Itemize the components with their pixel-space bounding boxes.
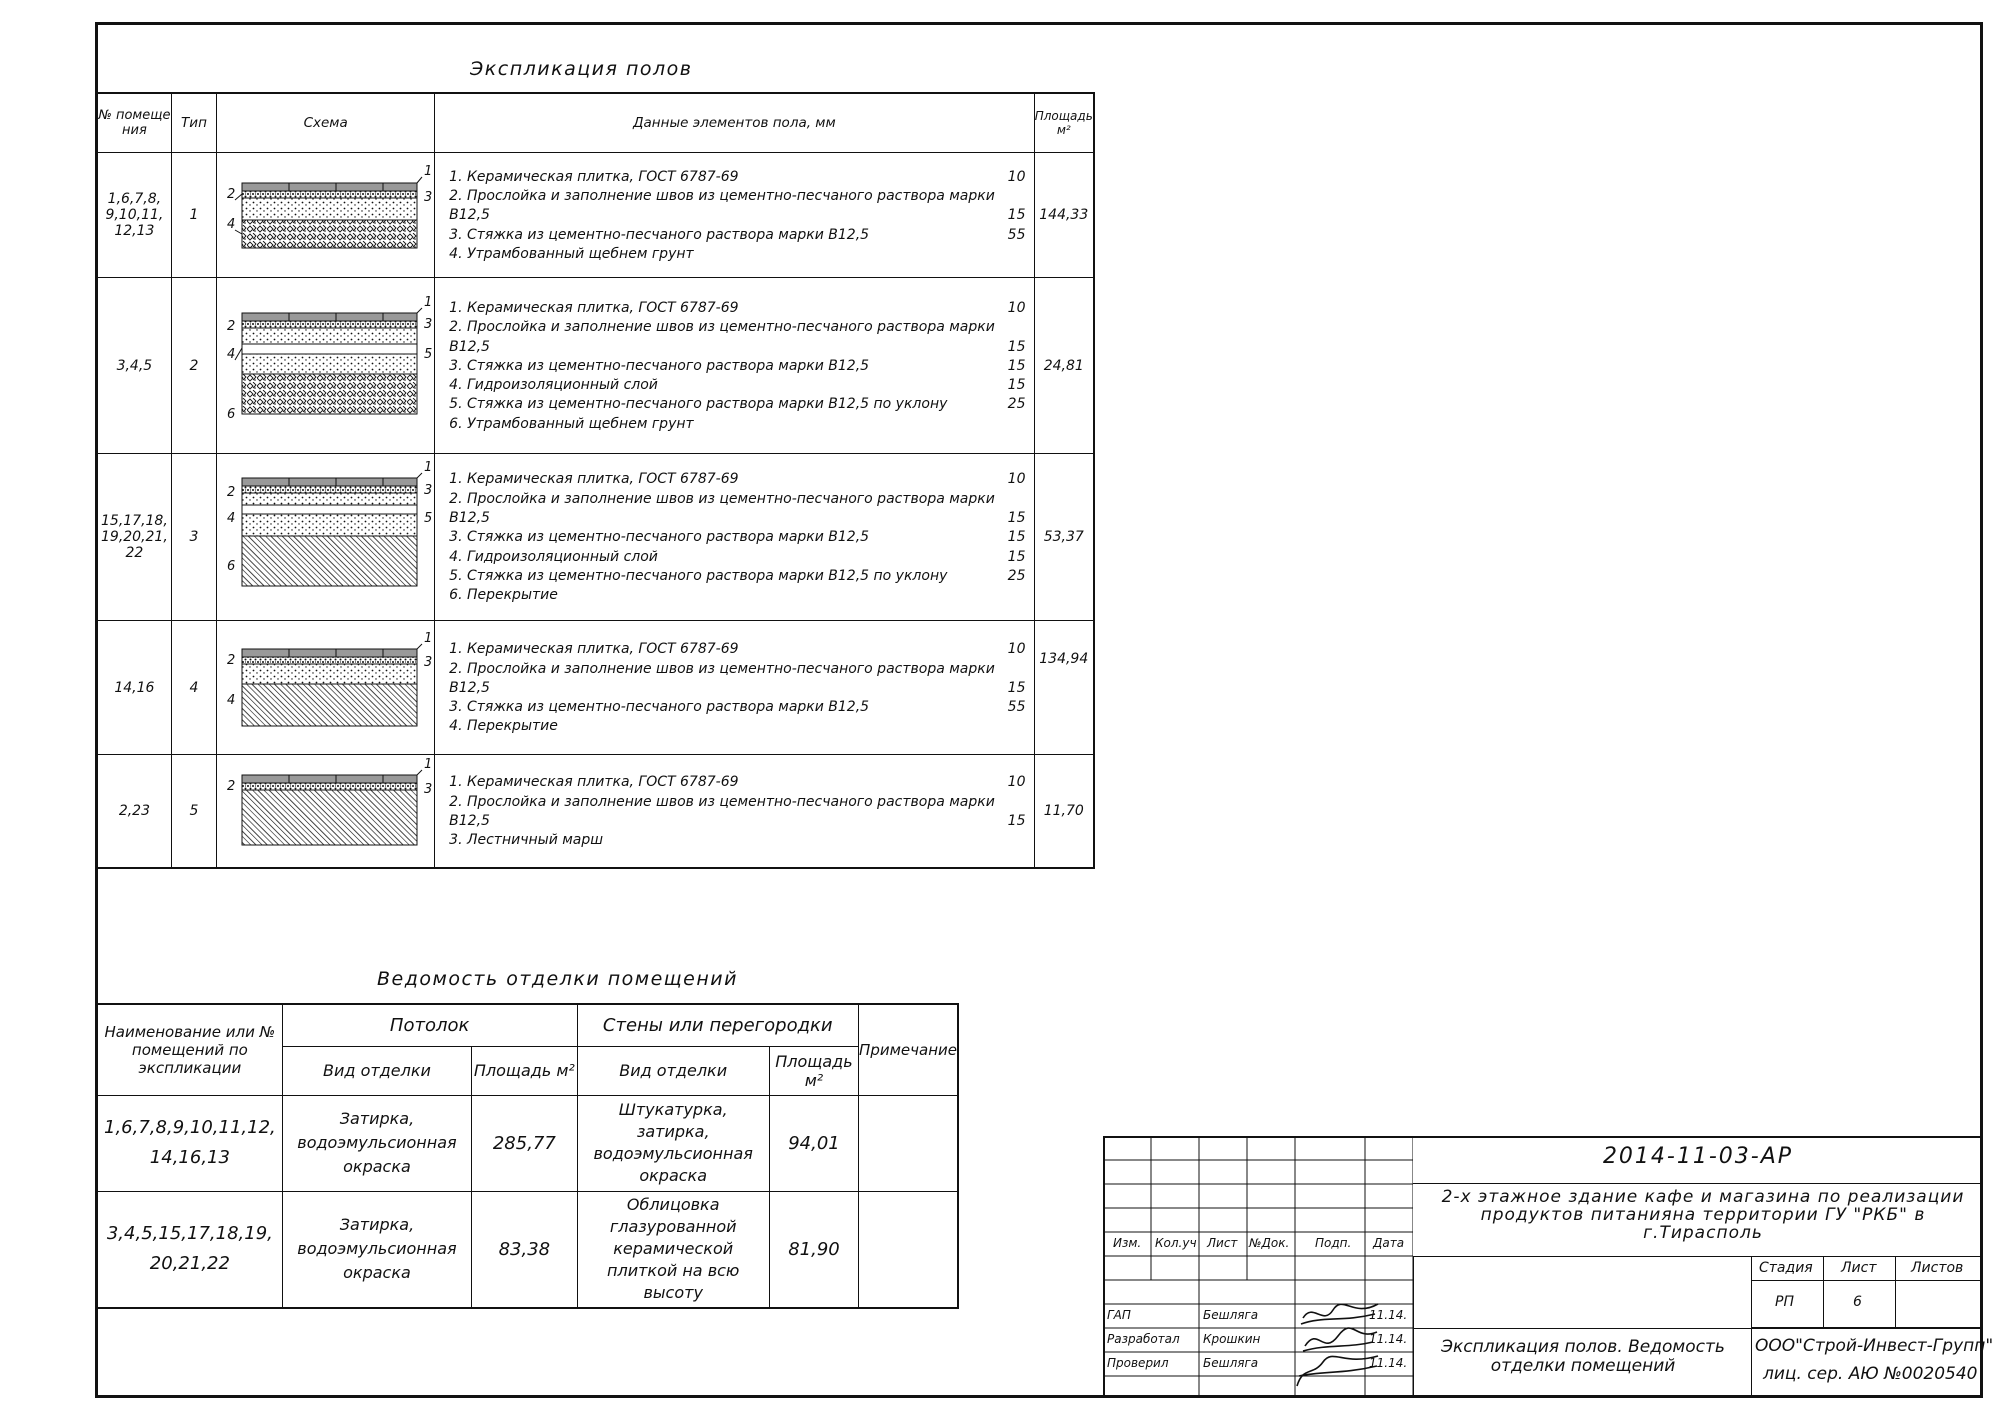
layer-list: 1. Керамическая плитка, ГОСТ 6787-69 10 2. Прослойка и заполнение швов из цементно-песчаного раствора марки В12,5 15 3. Стяжка из цементно-песчаного раствора марки В12,5 55 4. Перекрытие [435, 621, 1034, 755]
room-numbers: 15,17,18, 19,20,21, 22 [97, 454, 171, 621]
header-scheme: Схема [217, 93, 435, 153]
floor-scheme [217, 621, 435, 755]
header-area: Площадь м² [1034, 93, 1094, 153]
floor-area: 53,37 [1034, 454, 1094, 621]
explication-table [96, 92, 1095, 869]
stamp-date: 11.14. [1369, 1308, 1408, 1322]
floor-type: 1 [171, 153, 216, 278]
scheme-label: 1 [424, 295, 433, 310]
note [859, 1095, 958, 1191]
floor-area: 24,81 [1034, 278, 1094, 454]
table-row [97, 153, 1094, 278]
stamp-role: ГАП [1107, 1308, 1131, 1322]
walls-area: 94,01 [769, 1095, 858, 1191]
stage-value: РП [1775, 1294, 1794, 1310]
room-list: 1,6,7,8,9,10,11,12, 14,16,13 [97, 1095, 282, 1191]
explication-title: Экспликация полов [470, 58, 693, 80]
scheme-label: 1 [424, 757, 433, 772]
stamp-name: Бешляга [1203, 1308, 1259, 1322]
header-ceiling-finish: Вид отделки [282, 1046, 471, 1095]
scheme-label: 3 [424, 190, 433, 205]
floor-type: 5 [171, 755, 216, 869]
floor-area: 134,94 [1034, 621, 1094, 755]
finishes-table [96, 1003, 959, 1309]
walls-finish: Облицовка глазурованной керамической плиткой на всю высоту [577, 1191, 769, 1308]
header-note: Примечание [859, 1004, 958, 1095]
scheme-label: 4 [227, 347, 236, 362]
stamp-date: 11.14. [1369, 1356, 1408, 1370]
sheets-label: Листов [1911, 1260, 1964, 1276]
header-walls-finish: Вид отделки [577, 1046, 769, 1095]
scheme-label: 5 [424, 511, 433, 526]
stamp-col-label: Подп. [1315, 1236, 1352, 1250]
scheme-label: 6 [227, 407, 236, 422]
header-walls: Стены или перегородки [577, 1004, 859, 1046]
table-row [97, 621, 1094, 755]
stamp-role: Разработал [1107, 1332, 1180, 1346]
ceiling-area: 285,77 [472, 1095, 577, 1191]
room-numbers: 2,23 [97, 755, 171, 869]
company-name: ООО"Строй-Инвест-Групп" [1755, 1336, 1994, 1356]
scheme-label: 4 [227, 511, 236, 526]
walls-area: 81,90 [769, 1191, 858, 1308]
room-numbers: 14,16 [97, 621, 171, 755]
stamp-date: 11.14. [1369, 1332, 1408, 1346]
room-numbers: 3,4,5 [97, 278, 171, 454]
stamp-col-label: №Док. [1249, 1236, 1290, 1250]
layer-list: 1. Керамическая плитка, ГОСТ 6787-69 10 2. Прослойка и заполнение швов из цементно-песчаного раствора марки В12,5 15 3. Стяжка из цементно-песчаного раствора марки В12,5 55 4. Утрамбованный щебнем грунт [435, 153, 1034, 278]
header-data: Данные элементов пола, мм [435, 93, 1034, 153]
floor-area: 144,33 [1034, 153, 1094, 278]
stamp-col-label: Кол.уч [1155, 1236, 1197, 1250]
scheme-label: 2 [227, 779, 236, 794]
project-name: 2-х этажное здание кафе и магазина по реализации продуктов питанияна территории ГУ "РКБ" в г.Тирасполь [1441, 1187, 1965, 1243]
scheme-label: 3 [424, 483, 433, 498]
scheme-label: 3 [424, 655, 433, 670]
scheme-label: 2 [227, 319, 236, 334]
header-room: № помеще ния [97, 93, 171, 153]
table-row [97, 755, 1094, 869]
stamp-col-label: Лист [1207, 1236, 1238, 1250]
ceiling-area: 83,38 [472, 1191, 577, 1308]
room-list: 3,4,5,15,17,18,19, 20,21,22 [97, 1191, 282, 1308]
table-row [97, 1191, 958, 1308]
project-code: 2014-11-03-АР [1602, 1144, 1794, 1169]
scheme-label: 6 [227, 559, 236, 574]
header-ceiling: Потолок [282, 1004, 577, 1046]
scheme-label: 1 [424, 460, 433, 475]
walls-finish: Штукатурка, затирка, водоэмульсионная окраска [577, 1095, 769, 1191]
sheet-value: 6 [1853, 1294, 1862, 1310]
sheet-label: Лист [1841, 1260, 1877, 1276]
scheme-label: 2 [227, 187, 236, 202]
signature-image [1293, 1296, 1383, 1396]
header-ceiling-area: Площадь м² [472, 1046, 577, 1095]
header-walls-area: Площадь м² [769, 1046, 858, 1095]
scheme-label: 5 [424, 347, 433, 362]
company-license: лиц. сер. АЮ №0020540 [1763, 1364, 1978, 1384]
stamp-col-label: Дата [1373, 1236, 1405, 1250]
table-row [97, 1095, 958, 1191]
note [859, 1191, 958, 1308]
sheet-title: Экспликация полов. Ведомость отделки помещений [1441, 1337, 1725, 1376]
layer-list: 1. Керамическая плитка, ГОСТ 6787-69 10 2. Прослойка и заполнение швов из цементно-песчаного раствора марки В12,5 15 3. Стяжка из цементно-песчаного раствора марки В12,5 15 4. Гидроизоляционный слой 15 5. Стяжка из цементно-песчаного раствора марки В12,5 по уклону 25 6. Перекрытие [435, 454, 1034, 621]
header-type: Тип [171, 93, 216, 153]
header-room-name: Наименование или № помещений по экспликации [97, 1004, 282, 1095]
scheme-label: 4 [227, 693, 236, 708]
stamp-name: Бешляга [1203, 1356, 1259, 1370]
floor-scheme [217, 153, 435, 278]
stamp-name: Крошкин [1203, 1332, 1261, 1346]
layer-list: 1. Керамическая плитка, ГОСТ 6787-69 10 2. Прослойка и заполнение швов из цементно-песчаного раствора марки В12,5 15 3. Стяжка из цементно-песчаного раствора марки В12,5 15 4. Гидроизоляционный слой 15 5. Стяжка из цементно-песчаного раствора марки В12,5 по уклону 25 6. Утрамбованный щебнем грунт [435, 278, 1034, 454]
floor-scheme [217, 454, 435, 621]
ceiling-finish: Затирка, водоэмульсионная окраска [282, 1191, 471, 1308]
scheme-label: 1 [424, 164, 433, 179]
stamp-col-label: Изм. [1113, 1236, 1142, 1250]
scheme-label: 2 [227, 653, 236, 668]
layer-list: 1. Керамическая плитка, ГОСТ 6787-69 10 2. Прослойка и заполнение швов из цементно-песчаного раствора марки В12,5 15 3. Лестничный марш [435, 755, 1034, 869]
ceiling-finish: Затирка, водоэмульсионная окраска [282, 1095, 471, 1191]
scheme-label: 3 [424, 317, 433, 332]
scheme-label: 4 [227, 217, 236, 232]
title-block [1103, 1136, 1994, 1398]
floor-type: 4 [171, 621, 216, 755]
scheme-label: 2 [227, 485, 236, 500]
floor-area: 11,70 [1034, 755, 1094, 869]
floor-scheme [217, 278, 435, 454]
scheme-label: 1 [424, 631, 433, 646]
room-numbers: 1,6,7,8, 9,10,11, 12,13 [97, 153, 171, 278]
finishes-title: Ведомость отделки помещений [377, 968, 738, 990]
floor-type: 3 [171, 454, 216, 621]
table-row [97, 278, 1094, 454]
scheme-label: 3 [424, 782, 433, 797]
floor-type: 2 [171, 278, 216, 454]
table-row [97, 454, 1094, 621]
floor-scheme [217, 755, 435, 869]
stage-label: Стадия [1759, 1260, 1813, 1276]
stamp-role: Проверил [1107, 1356, 1169, 1370]
